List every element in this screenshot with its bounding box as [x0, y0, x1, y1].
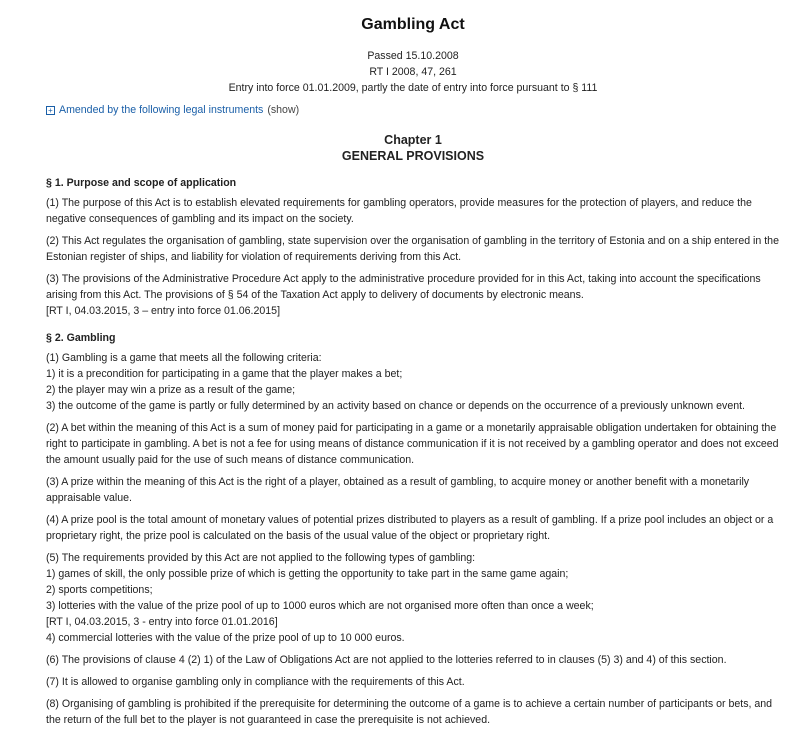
paragraph: (1) The purpose of this Act is to establish elevated requirements for gambling operators, provide measures for the protection of players, and reduce the negative consequences of gambling and its impact on the society.: [46, 197, 752, 225]
chapter-name: GENERAL PROVISIONS: [341, 149, 485, 163]
clause: 1) games of skill, the only possible prize of which is getting the opportunity to take part in the same game again;: [46, 568, 569, 580]
expand-plus-icon[interactable]: +: [46, 106, 55, 115]
section-2: [46, 331, 780, 728]
amendment-reference: [RT I, 04.03.2015, 3 - entry into force 01.01.2016]: [46, 616, 278, 628]
paragraph: (6) The provisions of clause 4 (2) 1) of the Law of Obligations Act are not applied to the lotteries referred to in clauses (5) 3) and 4) of this section.: [46, 654, 727, 666]
clause: 3) lotteries with the value of the prize pool of up to 1000 euros which are not organised more often than once a week;: [46, 600, 594, 612]
amendment-reference: [RT I, 04.03.2015, 3 – entry into force 01.06.2015]: [46, 305, 281, 317]
paragraph: (4) A prize pool is the total amount of monetary values of potential prizes distributed to players as a result of gambling. If a prize pool includes an object or a proprietary right, the prize pool is calculated on the basis of the usual value of the object or proprietary right.: [46, 514, 774, 542]
clause: 2) the player may win a prize as a result of the game;: [46, 384, 296, 396]
chapter-number: Chapter 1: [384, 133, 442, 147]
paragraph: (1) Gambling is a game that meets all the following criteria:: [46, 352, 322, 364]
rt-reference: RT I 2008, 47, 261: [369, 66, 457, 78]
paragraph: (3) A prize within the meaning of this Act is the right of a player, obtained as a result of gambling, to acquire money or another benefit with a monetarily appraisable value.: [46, 476, 750, 504]
clause: 4) commercial lotteries with the value of the prize pool of up to 10 000 euros.: [46, 632, 405, 644]
paragraph: (2) A bet within the meaning of this Act is a sum of money paid for participating in a game or a monetarily appraisable obligation undertaken for obtaining the right to participate in gambling. A bet is not a fee for using means of distance communication if it is not received by a gambling operator and does not exceed the amount usually paid for the use of such means of distance communication.: [46, 422, 779, 466]
paragraph: (2) This Act regulates the organisation of gambling, state supervision over the organisation of gambling in the territory of Estonia and on a ship entered in the Estonian register of ships, and liability for violation of requirements deriving from this Act.: [46, 235, 779, 263]
section-heading: § 2. Gambling: [46, 332, 116, 344]
paragraph: (5) The requirements provided by this Act are not applied to the following types of gambling:: [46, 552, 476, 564]
section-heading: § 1. Purpose and scope of application: [46, 177, 237, 189]
amended-toggle[interactable]: [46, 102, 780, 118]
paragraph: (3) The provisions of the Administrative Procedure Act apply to the administrative procedure provided for in this Act, taking into account the specifications arising from this Act. The provisions of § 54 of the Taxation Act apply to delivery of documents by electronic means.: [46, 273, 761, 301]
paragraph: (7) It is allowed to organise gambling only in compliance with the requirements of this Act.: [46, 676, 465, 688]
entry-into-force: Entry into force 01.01.2009, partly the date of entry into force pursuant to § 111: [228, 82, 598, 94]
passed-date: Passed 15.10.2008: [367, 50, 459, 62]
chapter-heading: [46, 132, 780, 164]
section-1: [46, 176, 780, 319]
paragraph: (8) Organising of gambling is prohibited if the prerequisite for determining the outcome of a game is to achieve a certain number of participants or bets, and the return of the full bet to the player is not guaranteed in case the prerequisite is not achieved.: [46, 698, 773, 726]
amended-link[interactable]: Amended by the following legal instruments: [59, 104, 264, 116]
act-metadata: [46, 48, 780, 96]
show-toggle[interactable]: (show): [267, 104, 300, 116]
clause: 3) the outcome of the game is partly or fully determined by an activity based on chance or depends on the occurrence of a previously unknown event.: [46, 400, 746, 412]
clause: 1) it is a precondition for participating in a game that the player makes a bet;: [46, 368, 403, 380]
page-title: Gambling Act: [361, 16, 465, 33]
clause: 2) sports competitions;: [46, 584, 153, 596]
